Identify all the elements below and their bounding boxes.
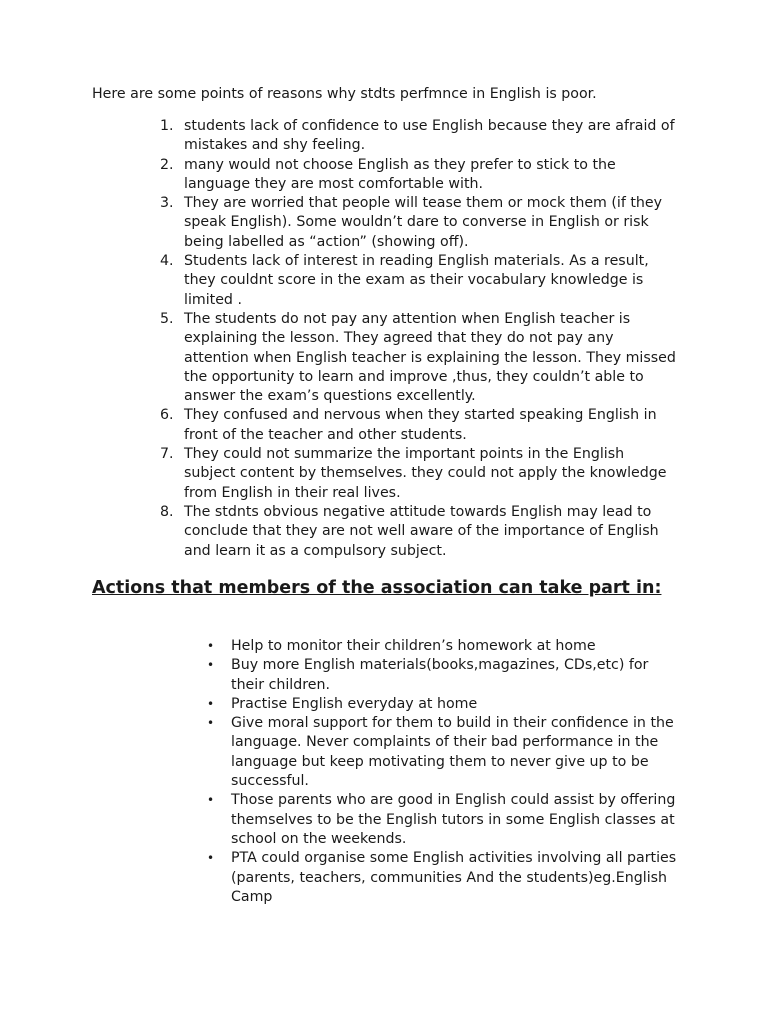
list-number: 8. <box>160 503 174 520</box>
list-item <box>160 194 680 252</box>
list-item <box>160 117 680 156</box>
list-item-text: The students do not pay any attention when English teacher is explaining the lesson. They agreed that they do not pay any attention when English teacher is explaining the lesson. They missed the opportunity to learn and improve ,thus, they couldn’t able to answer the exam’s questions excellently. <box>184 310 676 405</box>
bullet-item <box>207 849 681 907</box>
bullet-item-text: Give moral support for them to build in their confidence in the language. Never complaints of their bad performance in the language but keep motivating them to never give up to be successful. <box>231 715 674 790</box>
actions-list <box>207 637 681 907</box>
bullet-item-text: PTA could organise some English activities involving all parties (parents, teachers, communities And the students)eg.English Camp <box>231 850 677 905</box>
bullet-item <box>207 637 681 656</box>
actions-heading: Actions that members of the association can take part in: <box>92 578 662 598</box>
bullet-item <box>207 791 681 849</box>
bullet-item-text: Practise English everyday at home <box>231 695 478 712</box>
list-number: 6. <box>160 407 174 424</box>
list-item <box>160 503 680 561</box>
list-item-text: They are worried that people will tease them or mock them (if they speak English). Some wouldn’t dare to converse in English or risk being labelled as “action” (showing off). <box>184 195 663 250</box>
list-item-text: They confused and nervous when they started speaking English in front of the teacher and other students. <box>184 407 657 443</box>
list-item-text: many would not choose English as they prefer to stick to the language they are most comfortable with. <box>184 156 616 192</box>
bullet-icon: • <box>207 716 215 731</box>
list-number: 3. <box>160 195 174 212</box>
list-item <box>160 156 680 195</box>
list-number: 4. <box>160 253 174 270</box>
bullet-item-text: Those parents who are good in English could assist by offering themselves to be the English tutors in some English classes at school on the weekends. <box>231 792 676 847</box>
list-item <box>160 445 680 503</box>
bullet-item <box>207 695 681 714</box>
list-number: 2. <box>160 156 174 173</box>
bullet-icon: • <box>207 851 215 866</box>
bullet-item <box>207 656 681 695</box>
bullet-icon: • <box>207 793 215 808</box>
list-item <box>160 310 680 406</box>
bullet-icon: • <box>207 658 215 673</box>
bullet-item <box>207 714 681 791</box>
bullet-item-text: Buy more English materials(books,magazines, CDs,etc) for their children. <box>231 657 649 693</box>
bullet-icon: • <box>207 696 215 711</box>
list-number: 1. <box>160 118 174 134</box>
list-item-text: students lack of confidence to use English because they are afraid of mistakes and shy feeling. <box>184 118 675 154</box>
list-number: 7. <box>160 446 174 463</box>
list-number: 5. <box>160 310 174 327</box>
list-item <box>160 406 680 445</box>
list-item <box>160 252 680 310</box>
list-item-text: Students lack of interest in reading English materials. As a result, they couldnt score in the exam as their vocabulary knowledge is limited . <box>184 253 649 308</box>
reasons-list <box>160 117 680 561</box>
bullet-icon: • <box>207 639 215 653</box>
bullet-item-text: Help to monitor their children’s homework at home <box>231 638 596 654</box>
intro-paragraph: Here are some points of reasons why stdts perfmnce in English is poor. <box>92 86 597 102</box>
list-item-text: They could not summarize the important points in the English subject content by themselves. they could not apply the knowledge from English in their real lives. <box>184 446 667 501</box>
list-item-text: The stdnts obvious negative attitude towards English may lead to conclude that they are not well aware of the importance of English and learn it as a compulsory subject. <box>184 503 659 559</box>
